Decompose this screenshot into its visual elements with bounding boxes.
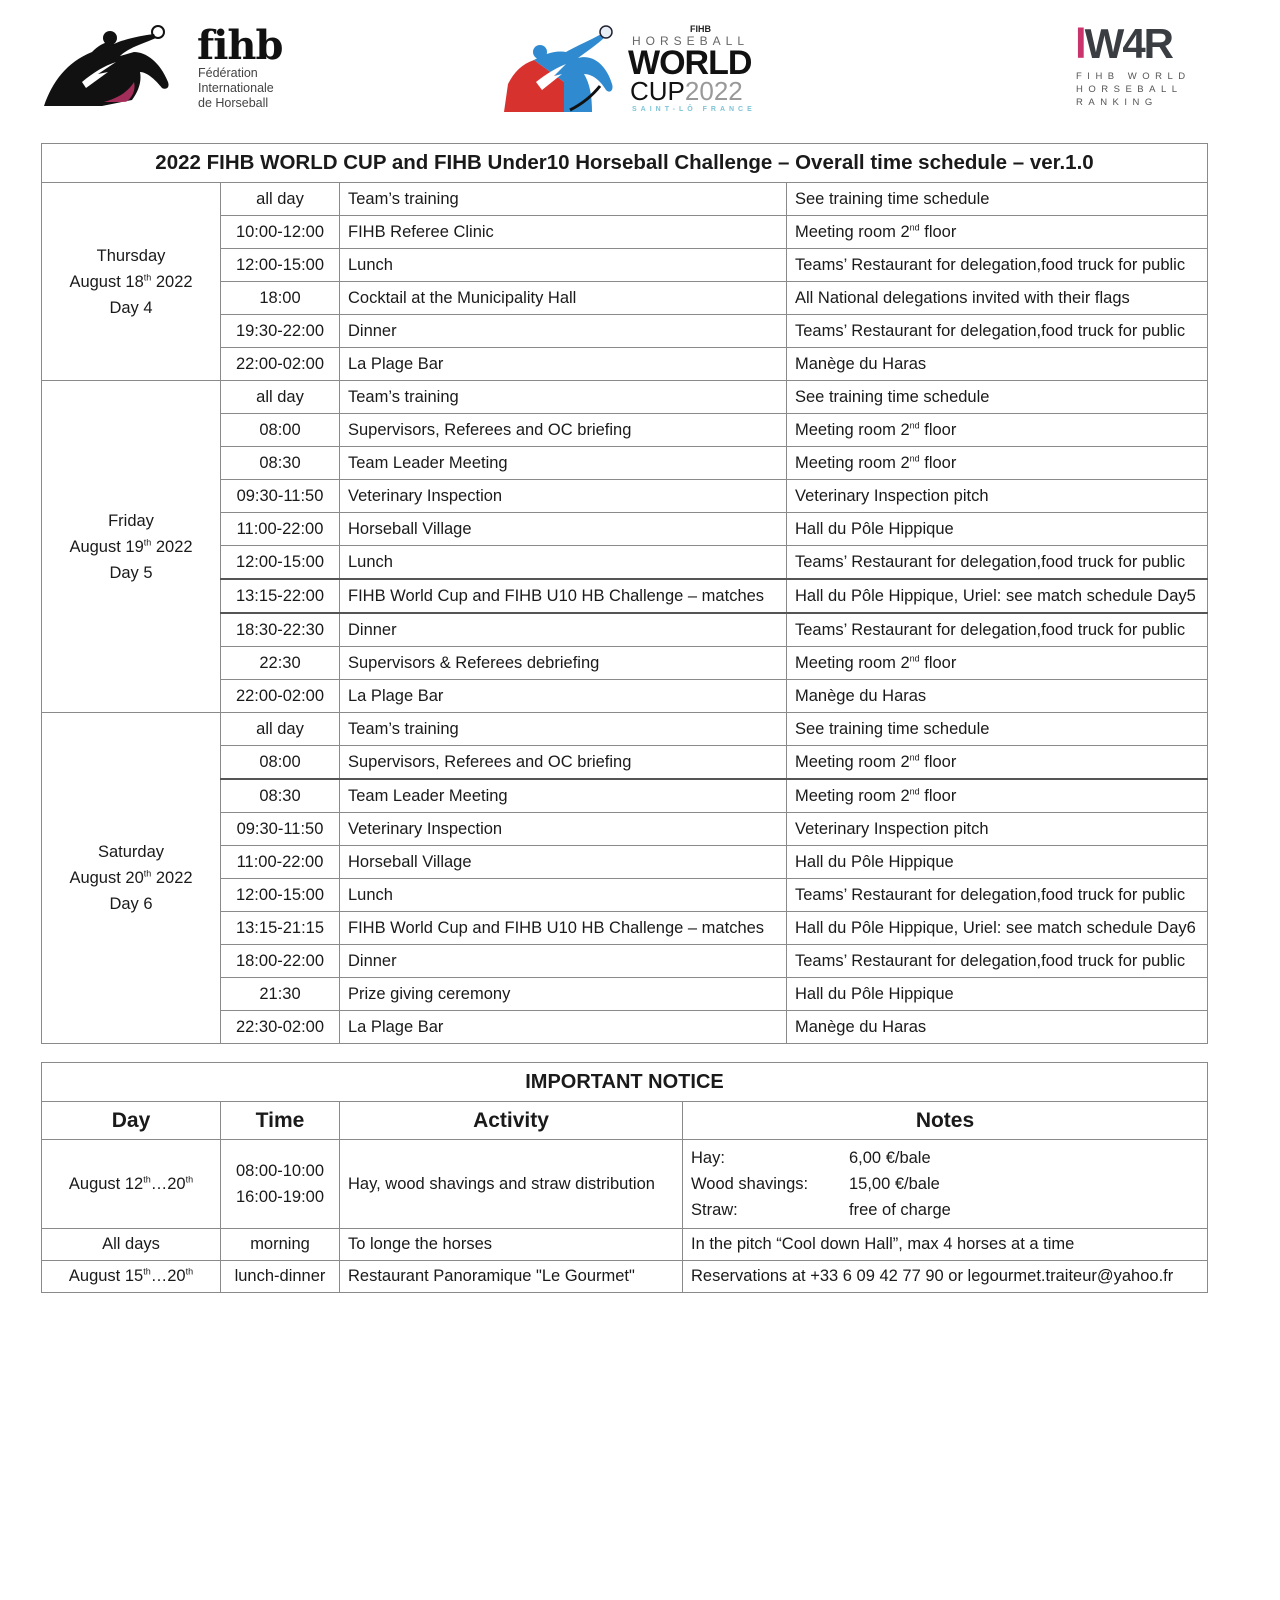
price-row	[691, 1145, 1199, 1171]
notice-day	[42, 1140, 221, 1229]
note-cell: Manège du Haras	[787, 348, 1208, 381]
price-label: Straw:	[691, 1201, 738, 1219]
time-cell: 08:00	[221, 746, 340, 780]
time-cell: 18:00-22:00	[221, 945, 340, 978]
notice-activity: Restaurant Panoramique "Le Gourmet"	[340, 1261, 683, 1293]
activity-cell: Veterinary Inspection	[340, 480, 787, 513]
activity-cell: Lunch	[340, 249, 787, 282]
day-text: …20	[150, 1267, 186, 1285]
price-value: 15,00 €/bale	[849, 1175, 940, 1193]
time-cell: 09:30-11:50	[221, 480, 340, 513]
activity-cell: La Plage Bar	[340, 1011, 787, 1044]
date	[50, 269, 212, 295]
notice-header-row	[42, 1102, 1208, 1140]
note-cell: Meeting room 2nd floor	[787, 216, 1208, 249]
price-label: Wood shavings:	[691, 1175, 809, 1193]
wr-subtitle-line: RANKING	[1076, 97, 1158, 108]
time-cell: 22:30	[221, 647, 340, 680]
time-cell: 08:30	[221, 779, 340, 813]
activity-cell: Team’s training	[340, 713, 787, 746]
time-cell: 08:30	[221, 447, 340, 480]
schedule-row	[42, 381, 1208, 414]
date-year: 2022	[151, 537, 193, 556]
time-cell: 12:00-15:00	[221, 879, 340, 912]
ordinal-sup: nd	[909, 752, 920, 762]
weekday: Friday	[108, 511, 154, 530]
note-cell: Manège du Haras	[787, 1011, 1208, 1044]
note-cell: Manège du Haras	[787, 680, 1208, 713]
date-sup: th	[143, 868, 152, 879]
wr-mark-dark: W4R	[1084, 20, 1173, 67]
world-cup-rider-icon	[500, 24, 625, 116]
notice-prices	[683, 1140, 1208, 1229]
column-header-activity: Activity	[340, 1102, 683, 1140]
reservation-text: Reservations at +33 6 09 42 77 90 or legourmet.traiteur@yahoo.fr	[691, 1267, 1174, 1285]
price-value: free of charge	[849, 1201, 951, 1219]
notice-title: IMPORTANT NOTICE	[42, 1063, 1208, 1102]
notice-row	[42, 1261, 1208, 1293]
note-cell: Teams’ Restaurant for delegation,food truck for public	[787, 879, 1208, 912]
day-text: August 15	[68, 1267, 144, 1285]
weekday: Saturday	[97, 843, 165, 861]
date-year: 2022	[151, 272, 193, 291]
ordinal-sup: nd	[909, 786, 920, 796]
wc-cup-text: CUP	[630, 76, 685, 106]
day-number: Day 4	[109, 298, 153, 317]
schedule-row	[42, 183, 1208, 216]
activity-cell: La Plage Bar	[340, 348, 787, 381]
date-text: August 18	[69, 272, 144, 291]
ordinal-sup: nd	[909, 222, 920, 232]
time-cell: 18:30-22:30	[221, 613, 340, 647]
day-sup: th	[143, 1266, 151, 1277]
fihb-subtitle-line: de Horseball	[198, 96, 269, 110]
notice-table	[41, 1062, 1208, 1293]
column-header-day: Day	[42, 1102, 221, 1140]
activity-cell: Cocktail at the Municipality Hall	[340, 282, 787, 315]
time-cell: all day	[221, 713, 340, 746]
note-cell: Teams’ Restaurant for delegation,food truck for public	[787, 249, 1208, 282]
fihb-subtitle	[198, 66, 274, 111]
note-cell: Hall du Pôle Hippique	[787, 846, 1208, 879]
notice-activity: To longe the horses	[340, 1229, 683, 1261]
time-line: 16:00-19:00	[235, 1188, 325, 1206]
day-sup: th	[143, 1174, 151, 1184]
note-cell: Hall du Pôle Hippique	[787, 513, 1208, 546]
weekday: Thursday	[96, 246, 166, 265]
time-cell: 10:00-12:00	[221, 216, 340, 249]
price-row	[691, 1171, 1199, 1197]
time-cell: 18:00	[221, 282, 340, 315]
schedule-title: 2022 FIHB WORLD CUP and FIHB Under10 Horseball Challenge – Overall time schedule – ver.1.0	[42, 144, 1208, 183]
note-cell: See training time schedule	[787, 183, 1208, 216]
date-sup: th	[143, 272, 152, 282]
activity-cell: Lunch	[340, 546, 787, 580]
horse-rider-icon	[42, 22, 192, 114]
price-row	[691, 1197, 1199, 1223]
activity-cell: Dinner	[340, 315, 787, 348]
fihb-logo	[42, 22, 292, 114]
schedule-table	[41, 143, 1208, 1044]
activity-cell: Team Leader Meeting	[340, 779, 787, 813]
note-cell: Meeting room 2nd floor	[787, 647, 1208, 680]
fihb-wordmark: fihb	[197, 22, 283, 69]
date-text: August 19	[69, 537, 144, 556]
activity-cell: FIHB World Cup and FIHB U10 HB Challenge – matches	[340, 912, 787, 945]
ordinal-sup: nd	[909, 453, 920, 463]
notice-note: In the pitch “Cool down Hall”, max 4 horses at a time	[683, 1229, 1208, 1261]
wr-mark-pink: l	[1075, 20, 1085, 67]
day-cell	[42, 713, 221, 1044]
wr-mark	[1075, 22, 1172, 66]
time-cell: 21:30	[221, 978, 340, 1011]
note-cell: Meeting room 2nd floor	[787, 779, 1208, 813]
activity-cell: FIHB Referee Clinic	[340, 216, 787, 249]
activity-cell: Supervisors, Referees and OC briefing	[340, 414, 787, 447]
time-cell: 13:15-21:15	[221, 912, 340, 945]
note-cell: Hall du Pôle Hippique	[787, 978, 1208, 1011]
note-cell: See training time schedule	[787, 713, 1208, 746]
wr-subtitle-line: HORSEBALL	[1076, 84, 1183, 95]
time-cell: 22:30-02:00	[221, 1011, 340, 1044]
note-cell: Teams’ Restaurant for delegation,food truck for public	[787, 613, 1208, 647]
time-cell: 11:00-22:00	[221, 513, 340, 546]
day-sup: th	[185, 1266, 194, 1277]
activity-cell: Team’s training	[340, 381, 787, 414]
day-text: August 12	[68, 1174, 144, 1193]
activity-cell: Team’s training	[340, 183, 787, 216]
day-cell	[42, 183, 221, 381]
date-text: August 20	[69, 869, 144, 887]
date	[50, 534, 212, 560]
column-header-notes: Notes	[683, 1102, 1208, 1140]
schedule-row	[42, 713, 1208, 746]
time-cell: 09:30-11:50	[221, 813, 340, 846]
time-cell: 12:00-15:00	[221, 249, 340, 282]
note-cell: Veterinary Inspection pitch	[787, 813, 1208, 846]
notice-time	[221, 1140, 340, 1229]
note-cell: Meeting room 2nd floor	[787, 447, 1208, 480]
world-cup-logo	[500, 20, 780, 120]
day-text: …20	[150, 1174, 186, 1193]
day-number: Day 6	[109, 895, 153, 913]
notice-day: All days	[42, 1229, 221, 1261]
ordinal-sup: nd	[909, 420, 920, 430]
notice-time: lunch-dinner	[221, 1261, 340, 1293]
fihb-subtitle-line: Internationale	[198, 81, 274, 95]
wc-year-text: 2022	[684, 76, 743, 106]
day-sup: th	[185, 1174, 194, 1184]
note-cell: Teams’ Restaurant for delegation,food truck for public	[787, 945, 1208, 978]
price-value: 6,00 €/bale	[849, 1149, 931, 1167]
wc-city-label: SAINT-LÔ FRANCE	[632, 106, 756, 113]
date	[50, 865, 212, 891]
note-cell: Meeting room 2nd floor	[787, 746, 1208, 780]
notice-row	[42, 1140, 1208, 1229]
wr-subtitle	[1076, 70, 1191, 109]
time-cell: all day	[221, 381, 340, 414]
activity-cell: Veterinary Inspection	[340, 813, 787, 846]
activity-cell: Team Leader Meeting	[340, 447, 787, 480]
time-cell: 13:15-22:00	[221, 579, 340, 613]
note-cell: Hall du Pôle Hippique, Uriel: see match schedule Day6	[787, 912, 1208, 945]
wc-horseball-label: HORSEBALL	[632, 34, 750, 48]
note-cell: See training time schedule	[787, 381, 1208, 414]
day-number: Day 5	[109, 563, 153, 582]
note-cell: Teams’ Restaurant for delegation,food truck for public	[787, 315, 1208, 348]
note-cell: Meeting room 2nd floor	[787, 414, 1208, 447]
day-cell	[42, 381, 221, 713]
activity-cell: Prize giving ceremony	[340, 978, 787, 1011]
wc-world-label: WORLD	[628, 44, 752, 82]
activity-cell: Lunch	[340, 879, 787, 912]
time-cell: 22:00-02:00	[221, 680, 340, 713]
price-label: Hay:	[691, 1149, 725, 1167]
notice-row	[42, 1229, 1208, 1261]
time-cell: 11:00-22:00	[221, 846, 340, 879]
activity-cell: Horseball Village	[340, 846, 787, 879]
note-cell: All National delegations invited with their flags	[787, 282, 1208, 315]
header-logos	[0, 0, 1280, 135]
notice-day	[42, 1261, 221, 1293]
note-cell: Teams’ Restaurant for delegation,food truck for public	[787, 546, 1208, 580]
time-line: 08:00-10:00	[235, 1162, 325, 1180]
activity-cell: Supervisors & Referees debriefing	[340, 647, 787, 680]
time-cell: 19:30-22:00	[221, 315, 340, 348]
date-sup: th	[143, 537, 152, 547]
notice-activity: Hay, wood shavings and straw distribution	[340, 1140, 683, 1229]
notice-time: morning	[221, 1229, 340, 1261]
activity-cell: Horseball Village	[340, 513, 787, 546]
activity-cell: Dinner	[340, 613, 787, 647]
note-cell: Veterinary Inspection pitch	[787, 480, 1208, 513]
time-cell: 08:00	[221, 414, 340, 447]
wr-subtitle-line: FIHB WORLD	[1076, 71, 1191, 82]
time-cell: 22:00-02:00	[221, 348, 340, 381]
wc-cup-label	[630, 78, 743, 104]
date-year: 2022	[151, 869, 193, 887]
activity-cell: Supervisors, Referees and OC briefing	[340, 746, 787, 780]
activity-cell: La Plage Bar	[340, 680, 787, 713]
ordinal-sup: nd	[909, 653, 920, 663]
wc-fihb-label: FIHB	[690, 24, 711, 34]
activity-cell: Dinner	[340, 945, 787, 978]
column-header-time: Time	[221, 1102, 340, 1140]
fihb-subtitle-line: Fédération	[198, 66, 258, 80]
world-ranking-logo	[1070, 22, 1220, 112]
time-cell: all day	[221, 183, 340, 216]
activity-cell: FIHB World Cup and FIHB U10 HB Challenge – matches	[340, 579, 787, 613]
time-cell: 12:00-15:00	[221, 546, 340, 580]
notice-note	[683, 1261, 1208, 1293]
note-cell: Hall du Pôle Hippique, Uriel: see match schedule Day5	[787, 579, 1208, 613]
